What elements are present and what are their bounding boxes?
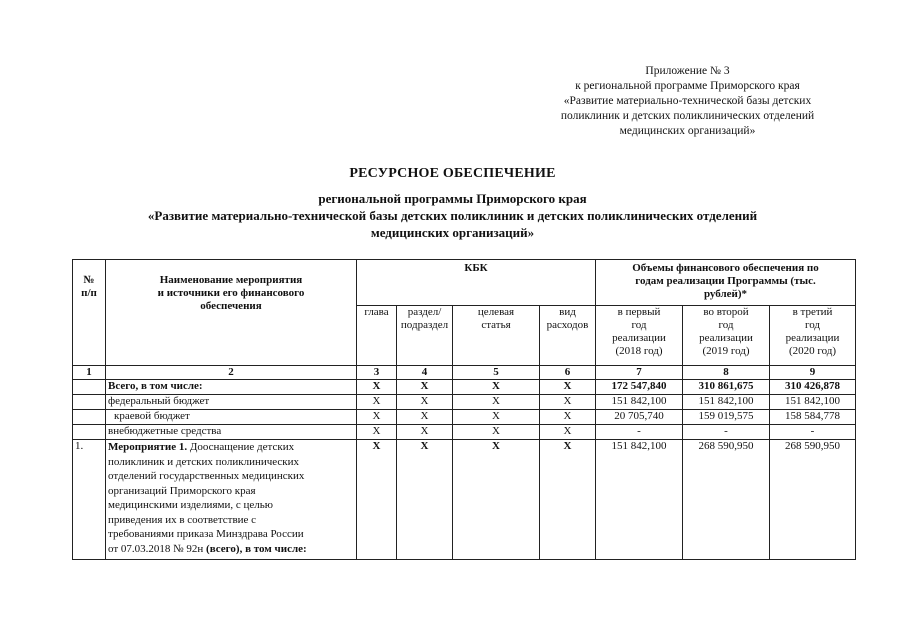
header-year3-line: (2020 год) <box>788 345 837 357</box>
row-year1: 172 547,840 <box>596 380 683 395</box>
header-year1-line: в первый <box>617 306 661 318</box>
measure-1-text: Дооснащение детских <box>187 441 295 453</box>
row-razdel: Х <box>397 425 453 440</box>
column-number: 9 <box>770 366 856 380</box>
appendix-line: Приложение № 3 <box>645 65 730 77</box>
row-name: федеральный бюджет <box>106 395 357 410</box>
row-num: 1. <box>73 440 106 560</box>
subtitle-line: медицинских организаций» <box>370 225 535 240</box>
row-year1: - <box>596 425 683 440</box>
column-number: 7 <box>596 366 683 380</box>
column-number: 2 <box>106 366 357 380</box>
header-year2-line: во второй <box>703 306 749 318</box>
column-number: 5 <box>453 366 540 380</box>
header-year2-line: (2019 год) <box>702 345 750 357</box>
appendix-line: медицинских организаций» <box>619 125 756 137</box>
row-celevaya: Х <box>453 440 540 560</box>
row-year1: 151 842,100 <box>596 395 683 410</box>
header-year1-line: год <box>631 319 647 331</box>
header-vid-line: расходов <box>546 319 589 331</box>
row-glava: Х <box>357 395 397 410</box>
header-glava: глава <box>357 306 397 366</box>
header-volume-line: рублей)* <box>703 288 748 300</box>
row-celevaya: Х <box>453 410 540 425</box>
header-year2-line: год <box>718 319 734 331</box>
header-name-line: Наименование мероприятия <box>159 274 303 286</box>
table-row-total <box>73 380 856 395</box>
row-razdel: Х <box>397 440 453 560</box>
measure-1-text: от 07.03.2018 № 92н <box>108 542 207 555</box>
row-year3: 268 590,950 <box>770 440 856 560</box>
row-year3: 310 426,878 <box>770 380 856 395</box>
row-year2: 151 842,100 <box>683 395 770 410</box>
header-razdel-line: подраздел <box>400 319 449 331</box>
header-vid-line: вид <box>559 306 576 318</box>
document-subtitle <box>60 190 845 241</box>
measure-1-name <box>106 440 357 560</box>
header-year1 <box>596 306 683 366</box>
row-year2: - <box>683 425 770 440</box>
table-row-extrabudget <box>73 425 856 440</box>
row-num <box>73 410 106 425</box>
header-year3-line: в третий <box>792 306 833 318</box>
header-year1-line: (2018 год) <box>615 345 663 357</box>
header-year2-line: реализации <box>699 332 753 344</box>
header-volume <box>596 260 856 306</box>
row-vid: Х <box>540 410 596 425</box>
row-num <box>73 425 106 440</box>
measure-1-label: Мероприятие 1. <box>108 441 188 453</box>
column-number-row <box>73 366 856 380</box>
appendix-note <box>520 64 855 139</box>
header-year2 <box>683 306 770 366</box>
header-year3-line: год <box>804 319 821 331</box>
row-vid: Х <box>540 395 596 410</box>
appendix-line: к региональной программе Приморского края <box>575 80 800 92</box>
row-name: Всего, в том числе: <box>106 380 357 395</box>
row-year2: 268 590,950 <box>683 440 770 560</box>
row-year2: 159 019,575 <box>683 410 770 425</box>
row-name: внебюджетные средства <box>106 425 357 440</box>
row-glava: Х <box>357 425 397 440</box>
header-celevaya-line: целевая <box>477 306 515 318</box>
appendix-line: поликлиник и детских поликлинических отделений <box>560 110 815 122</box>
row-glava: Х <box>357 410 397 425</box>
measure-1-text: приведения их в соответствие с <box>108 513 257 526</box>
header-vid <box>540 306 596 366</box>
header-razdel-line: раздел/ <box>407 306 442 318</box>
appendix-line: «Развитие материально-технической базы детских <box>563 95 812 107</box>
row-year1: 20 705,740 <box>596 410 683 425</box>
header-year1-line: реализации <box>612 332 666 344</box>
header-volume-line: Объемы финансового обеспечения по <box>632 262 819 274</box>
document-title: РЕСУРСНОЕ ОБЕСПЕЧЕНИЕ <box>349 166 556 181</box>
header-name <box>106 260 357 366</box>
table-header-row <box>73 260 856 306</box>
row-celevaya: Х <box>453 395 540 410</box>
row-vid: Х <box>540 380 596 395</box>
header-kbk: КБК <box>357 260 596 306</box>
table-row-measure-1 <box>73 440 856 560</box>
table-row-regional <box>73 410 856 425</box>
row-year3: - <box>770 425 856 440</box>
row-razdel: Х <box>397 395 453 410</box>
row-razdel: Х <box>397 410 453 425</box>
header-num-line: п/п <box>81 287 97 299</box>
measure-1-text: поликлиник и детских поликлинических <box>108 455 300 468</box>
row-num <box>73 380 106 395</box>
measure-1-text: отделений государственных медицинских <box>108 470 305 482</box>
table-row-federal <box>73 395 856 410</box>
header-razdel <box>397 306 453 366</box>
header-name-line: обеспечения <box>200 300 262 312</box>
column-number: 8 <box>683 366 770 380</box>
resource-table <box>72 259 856 560</box>
row-name: краевой бюджет <box>106 410 357 425</box>
subtitle-line: региональной программы Приморского края <box>318 191 587 206</box>
row-razdel: Х <box>397 380 453 395</box>
measure-1-text: медицинскими изделиями, с целью <box>108 499 273 511</box>
row-celevaya: Х <box>453 425 540 440</box>
row-vid: Х <box>540 440 596 560</box>
row-glava: Х <box>357 440 397 560</box>
row-celevaya: Х <box>453 380 540 395</box>
measure-1-text: требованиями приказа Минздрава России <box>108 528 304 540</box>
column-number: 1 <box>73 366 106 380</box>
header-num <box>73 260 106 366</box>
row-year1: 151 842,100 <box>596 440 683 560</box>
column-number: 4 <box>397 366 453 380</box>
header-num-line: № <box>83 274 95 286</box>
header-name-line: и источники его финансового <box>157 287 305 299</box>
measure-1-text: организаций Приморского края <box>108 484 256 497</box>
header-volume-line: годам реализации Программы (тыс. <box>635 275 816 287</box>
header-celevaya-line: статья <box>481 319 511 331</box>
row-num <box>73 395 106 410</box>
column-number: 6 <box>540 366 596 380</box>
row-vid: Х <box>540 425 596 440</box>
row-glava: Х <box>357 380 397 395</box>
subtitle-line: «Развитие материально-технической базы детских поликлиник и детских поликлинических отделений <box>147 208 758 223</box>
row-year3: 151 842,100 <box>770 395 856 410</box>
header-year3 <box>770 306 856 366</box>
measure-1-tail: (всего), в том числе: <box>206 542 307 555</box>
header-celevaya <box>453 306 540 366</box>
header-year3-line: реализации <box>785 332 840 344</box>
row-year3: 158 584,778 <box>770 410 856 425</box>
column-number: 3 <box>357 366 397 380</box>
row-year2: 310 861,675 <box>683 380 770 395</box>
